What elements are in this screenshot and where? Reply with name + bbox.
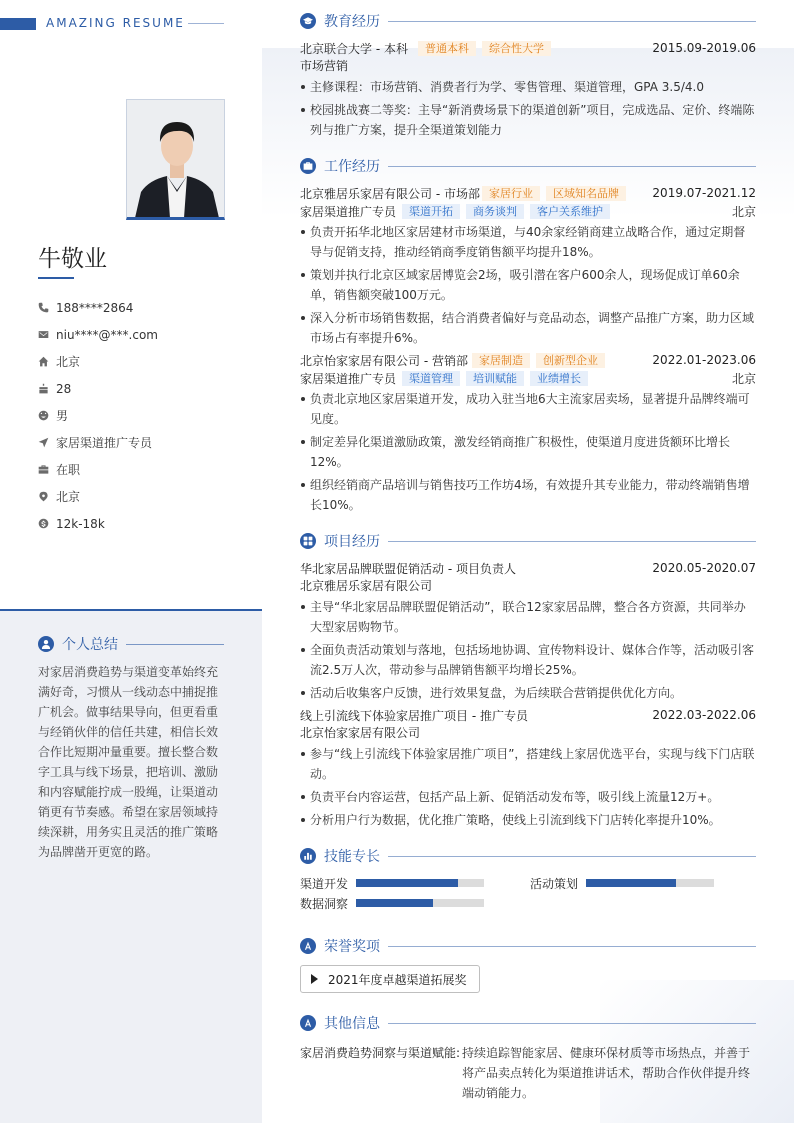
education-header xyxy=(300,11,756,31)
salary-icon xyxy=(38,518,56,529)
name-underline xyxy=(38,277,74,279)
award-name: 2021年度卓越渠道拓展奖 xyxy=(328,972,467,987)
list-item: 主导“华北家居品牌联盟促销活动”，联合12家家居品牌，整合各方资源，共同举办大型家居购物节。 xyxy=(300,597,756,637)
skills-divider xyxy=(388,856,756,857)
project-date: 2022.03-2022.06 xyxy=(652,708,756,722)
company-tag: 区域知名品牌 xyxy=(546,186,626,201)
awards-divider xyxy=(388,946,756,947)
briefcase-icon xyxy=(38,464,56,475)
work-title: 工作经历 xyxy=(324,159,380,175)
skill-level xyxy=(356,879,458,887)
info-gender-text: 男 xyxy=(56,409,69,423)
skill-item xyxy=(530,874,756,892)
job-role: 家居渠道推广专员 xyxy=(300,204,397,219)
skill-name: 活动策划 xyxy=(530,876,579,891)
skill-name: 数据洞察 xyxy=(300,896,349,911)
info-icon xyxy=(300,1015,316,1031)
role-tag: 渠道开拓 xyxy=(402,204,460,219)
project-bullets xyxy=(300,597,756,703)
company-tag: 创新型企业 xyxy=(536,353,605,368)
other-title: 其他信息 xyxy=(324,1016,380,1032)
education-date: 2015.09-2019.06 xyxy=(652,41,756,55)
list-item: 全面负责活动策划与落地，包括场地协调、宣传物料设计、媒体合作等，活动吸引客流2.5万人次，带动参与品牌销售额平均增长25%。 xyxy=(300,640,756,680)
summary-text: 对家居消费趋势与渠道变革始终充满好奇，习惯从一线动态中捕捉推广机会。做事结果导向，但更看重与经销伙伴的信任共建，相信长效合作比短期冲量重要。擅长整合数字工具与线下场景，把培训、激励和内容赋能拧成一股绳，让渠道动销更有节奏感。希望在家居领域持续深耕，用务实且灵活的推广策略为品牌凿开更宽的路。 xyxy=(38,665,219,859)
list-item: 负责北京地区家居渠道开发，成功入驻当地6大主流家居卖场，显著提升品牌终端可见度。 xyxy=(300,389,756,429)
skill-item xyxy=(300,874,530,892)
person-icon xyxy=(38,636,54,652)
work-divider xyxy=(388,166,756,167)
info-email-text: niu****@***.com xyxy=(56,327,158,342)
role-tag: 商务谈判 xyxy=(466,204,524,219)
grid-icon xyxy=(300,533,316,549)
summary-header xyxy=(38,634,224,654)
info-phone xyxy=(38,294,238,321)
project-name: 线上引流线下体验家居推广项目 - 推广专员 xyxy=(300,708,528,723)
list-item: 活动后收集客户反馈，进行效果复盘，为后续联合营销提供优化方向。 xyxy=(300,683,756,703)
role-tag: 客户关系维护 xyxy=(530,204,610,219)
awards-header xyxy=(300,936,756,956)
education-divider xyxy=(388,21,756,22)
info-gender xyxy=(38,402,238,429)
project-entry xyxy=(300,706,756,830)
briefcase-icon xyxy=(300,158,316,174)
job-date: 2022.01-2023.06 xyxy=(652,353,756,367)
skill-bar xyxy=(356,879,484,887)
info-position xyxy=(38,429,238,456)
info-phone-text: 188****2864 xyxy=(56,300,134,315)
info-salary-text: 12k-18k xyxy=(56,516,105,531)
skill-bar xyxy=(356,899,484,907)
education-bullets xyxy=(300,77,756,140)
info-position-text: 家居渠道推广专员 xyxy=(56,436,153,450)
job-role-row xyxy=(300,202,756,220)
job-role-row xyxy=(300,369,756,387)
skills-title: 技能专长 xyxy=(324,849,380,865)
projects-divider xyxy=(388,541,756,542)
job-city: 北京 xyxy=(731,204,756,219)
projects-header xyxy=(300,531,756,551)
job-bullets xyxy=(300,222,756,348)
skills-list xyxy=(300,874,756,912)
awards-title: 荣誉奖项 xyxy=(324,939,380,955)
list-item: 分析用户行为数据，优化推广策略，使线上引流到线下门店转化率提升10%。 xyxy=(300,810,756,830)
info-home-text: 北京 xyxy=(56,355,81,369)
list-item: 组织经销商产品培训与销售技巧工作坊4场，有效提升其专业能力，带动终端销售增长10%。 xyxy=(300,475,756,515)
location-icon xyxy=(38,491,56,502)
job-header xyxy=(300,351,756,369)
brand-bar xyxy=(0,18,36,30)
project-org: 北京雅居乐家居有限公司 xyxy=(300,579,433,593)
list-item: 深入分析市场销售数据，结合消费者偏好与竞品动态，调整产品推广方案，助力区域市场占有率提升6%。 xyxy=(300,308,756,348)
school-name: 北京联合大学 - 本科 xyxy=(300,41,408,56)
job-role: 家居渠道推广专员 xyxy=(300,371,397,386)
major: 市场营销 xyxy=(300,59,349,73)
triangle-icon xyxy=(311,974,318,984)
info-location-text: 北京 xyxy=(56,490,81,504)
gender-icon xyxy=(38,410,56,421)
work-header xyxy=(300,156,756,176)
skill-level xyxy=(356,899,433,907)
list-item: 策划并执行北京区域家居博览会2场，吸引潜在客户600余人，现场促成订单60余单，销售额突破100万元。 xyxy=(300,265,756,305)
info-location xyxy=(38,483,238,510)
list-item: 负责平台内容运营，包括产品上新、促销活动发布等，吸引线上流量12万+。 xyxy=(300,787,756,807)
summary-divider xyxy=(126,644,224,645)
project-entry xyxy=(300,559,756,703)
education-title: 教育经历 xyxy=(324,14,380,30)
project-header xyxy=(300,706,756,724)
projects-title: 项目经历 xyxy=(324,534,380,550)
other-entry xyxy=(300,1043,756,1103)
job-date: 2019.07-2021.12 xyxy=(652,186,756,200)
job-entry xyxy=(300,351,756,515)
other-divider xyxy=(388,1023,756,1024)
summary-title: 个人总结 xyxy=(62,637,118,653)
job-header xyxy=(300,184,756,202)
project-name: 华北家居品牌联盟促销活动 - 项目负责人 xyxy=(300,561,516,576)
other-text: 持续追踪智能家居、健康环保材质等市场热点，并善于将产品卖点转化为渠道推讲话术，帮助合作伙伴提升终端动销能力。 xyxy=(462,1046,751,1100)
other-label: 家居消费趋势洞察与渠道赋能: xyxy=(300,1046,461,1060)
award-item xyxy=(300,965,480,993)
position-icon xyxy=(38,437,56,448)
skill-item xyxy=(300,894,530,912)
role-tag: 渠道管理 xyxy=(402,371,460,386)
info-status xyxy=(38,456,238,483)
info-age-text: 28 xyxy=(56,381,72,396)
bar-chart-icon xyxy=(300,848,316,864)
company-name: 北京雅居乐家居有限公司 - 市场部 xyxy=(300,186,480,201)
project-org: 北京怡家家居有限公司 xyxy=(300,726,421,740)
role-tag: 培训赋能 xyxy=(466,371,524,386)
email-icon xyxy=(38,329,56,340)
education-tag: 综合性大学 xyxy=(482,41,551,56)
graduation-cap-icon xyxy=(300,13,316,29)
main-content xyxy=(300,11,756,1103)
info-home xyxy=(38,348,238,375)
brand-title: AMAZING RESUME xyxy=(46,16,185,30)
project-bullets xyxy=(300,744,756,830)
skills-header xyxy=(300,846,756,866)
list-item: 负责开拓华北地区家居建材市场渠道，与40余家经销商建立战略合作，通过定期督导与促销支持，推动经销商季度销售额平均提升18%。 xyxy=(300,222,756,262)
skill-level xyxy=(586,879,676,887)
job-bullets xyxy=(300,389,756,515)
info-age xyxy=(38,375,238,402)
company-tag: 家居行业 xyxy=(482,186,540,201)
profile-photo xyxy=(126,99,225,220)
skill-name: 渠道开发 xyxy=(300,876,349,891)
cake-icon xyxy=(38,383,56,394)
full-name: 牛敬业 xyxy=(38,246,107,272)
list-item: 制定差异化渠道激励政策，激发经销商推广积极性，使渠道月度进货额环比增长12%。 xyxy=(300,432,756,472)
project-date: 2020.05-2020.07 xyxy=(652,561,756,575)
list-item: 主修课程：市场营销、消费者行为学、零售管理、渠道管理，GPA 3.5/4.0 xyxy=(300,77,756,97)
education-entry-header xyxy=(300,39,756,57)
info-salary xyxy=(38,510,238,537)
list-item: 参与“线上引流线下体验家居推广项目”，搭建线上家居优选平台，实现与线下门店联动。 xyxy=(300,744,756,784)
personal-info-list xyxy=(38,294,238,537)
home-icon xyxy=(38,356,56,367)
phone-icon xyxy=(38,302,56,313)
role-tag: 业绩增长 xyxy=(530,371,588,386)
brand-divider xyxy=(188,23,224,24)
job-entry xyxy=(300,184,756,348)
job-city: 北京 xyxy=(731,371,756,386)
info-email xyxy=(38,321,238,348)
education-tag: 普通本科 xyxy=(418,41,476,56)
info-status-text: 在职 xyxy=(56,463,81,477)
project-header xyxy=(300,559,756,577)
other-header xyxy=(300,1013,756,1033)
company-tag: 家居制造 xyxy=(472,353,530,368)
list-item: 校园挑战赛二等奖：主导“新消费场景下的渠道创新”项目，完成选品、定价、终端陈列与推广方案，提升全渠道策划能力 xyxy=(300,100,756,140)
award-icon xyxy=(300,938,316,954)
skill-bar xyxy=(586,879,714,887)
company-name: 北京怡家家居有限公司 - 营销部 xyxy=(300,353,468,368)
